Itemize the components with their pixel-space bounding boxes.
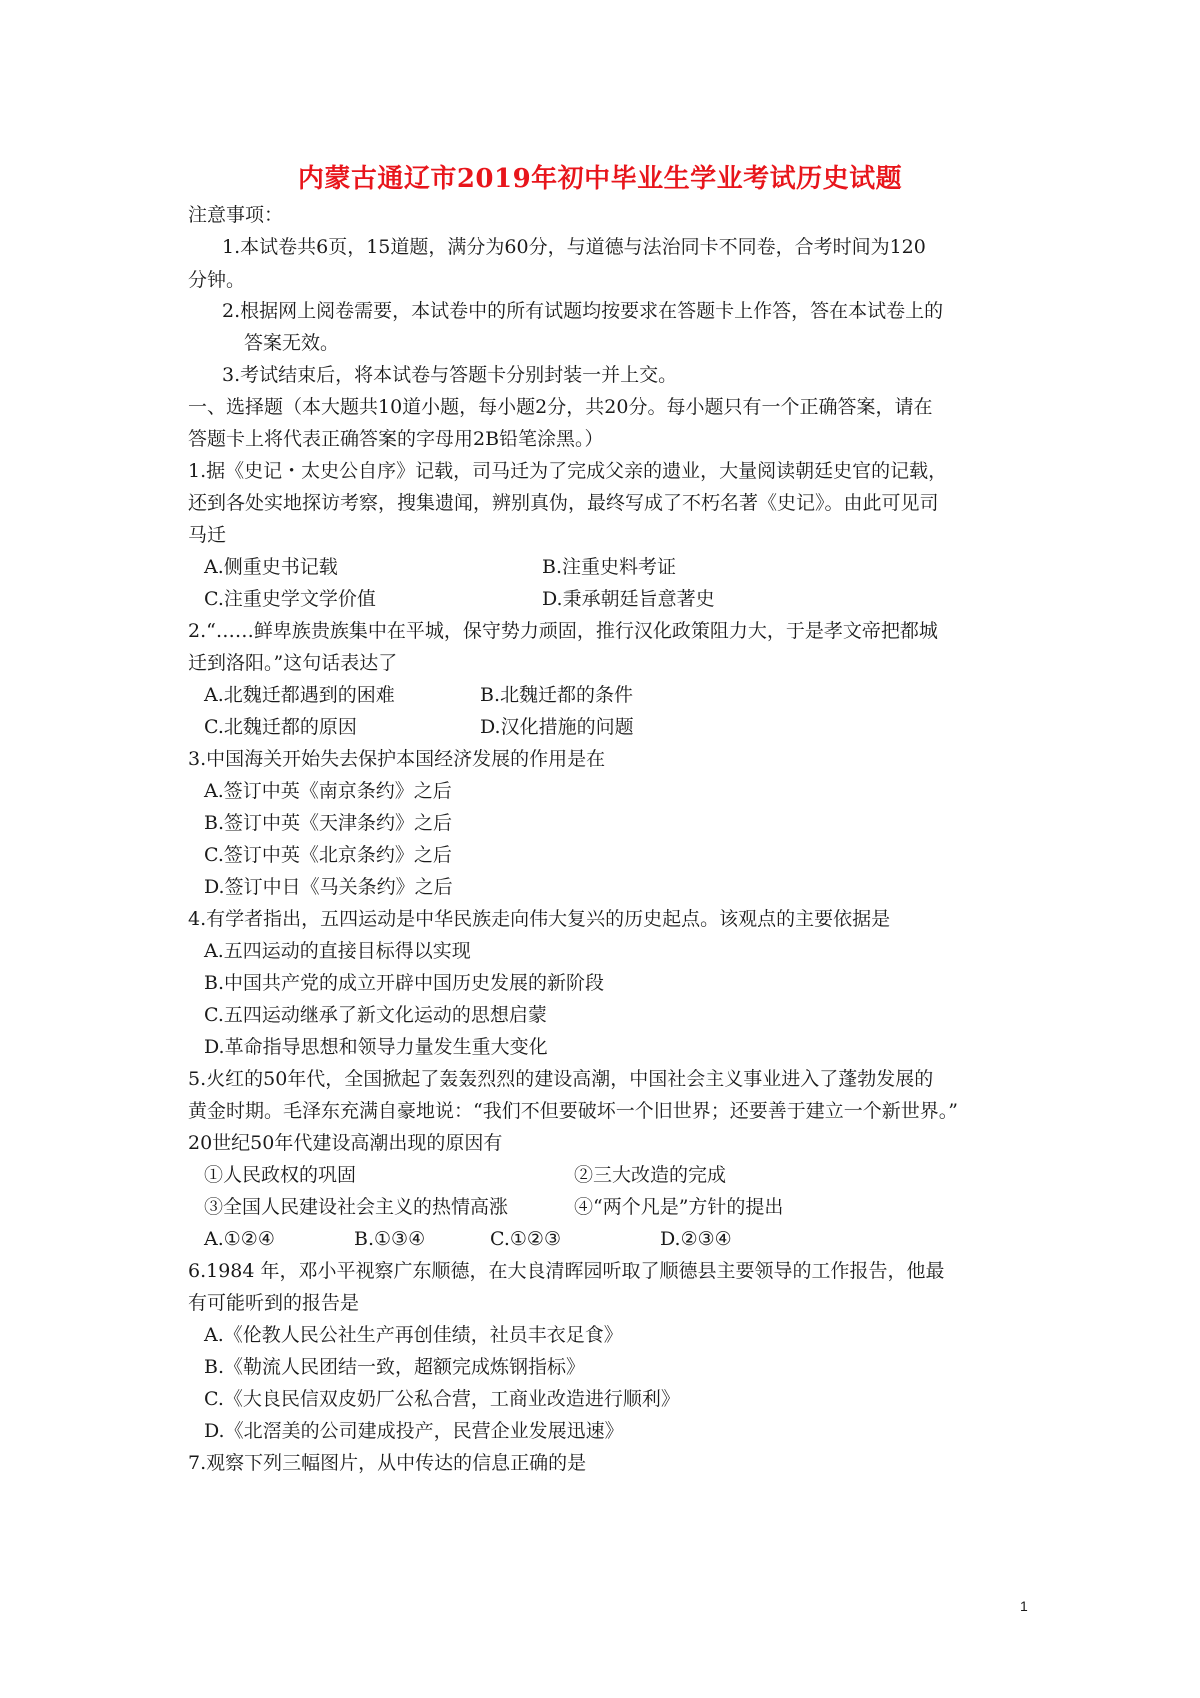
- note-1-line-2: 分钟。: [188, 269, 246, 291]
- q5-statement-1: ①人民政权的巩固: [204, 1164, 357, 1186]
- q1-option-c: C.注重史学文学价值: [204, 588, 376, 610]
- q4-option-a: A.五四运动的直接目标得以实现: [204, 940, 471, 962]
- q1-option-b: B.注重史料考证: [542, 556, 677, 578]
- q6-stem-line-1: 6.1984 年，邓小平视察广东顺德，在大良清晖园听取了顺德县主要领导的工作报告，他最: [188, 1260, 945, 1282]
- q2-option-c: C.北魏迁都的原因: [204, 716, 357, 738]
- q4-stem: 4.有学者指出，五四运动是中华民族走向伟大复兴的历史起点。该观点的主要依据是: [188, 908, 891, 930]
- section-heading-line-1: 一、选择题（本大题共10道小题，每小题2分，共20分。每小题只有一个正确答案，请在: [188, 396, 933, 418]
- q5-stem-line-3: 20世纪50年代建设高潮出现的原因有: [188, 1132, 503, 1154]
- note-2-line-2: 答案无效。: [244, 332, 340, 354]
- notes-heading: 注意事项：: [188, 204, 284, 226]
- q6-option-a: A.《伦教人民公社生产再创佳绩，社员丰衣足食》: [204, 1324, 623, 1346]
- q6-stem-line-2: 有可能听到的报告是: [188, 1292, 360, 1314]
- q1-option-d: D.秉承朝廷旨意著史: [542, 588, 715, 610]
- q5-option-a: A.①②④: [204, 1228, 275, 1250]
- page-title: 内蒙古通辽市2019年初中毕业生学业考试历史试题: [297, 164, 903, 194]
- q6-option-c: C.《大良民信双皮奶厂公私合营，工商业改造进行顺利》: [204, 1388, 680, 1410]
- q3-stem: 3.中国海关开始失去保护本国经济发展的作用是在: [188, 748, 606, 770]
- q2-option-d: D.汉化措施的问题: [480, 716, 634, 738]
- note-2-line-1: 2.根据网上阅卷需要，本试卷中的所有试题均按要求在答题卡上作答，答在本试卷上的: [222, 300, 944, 322]
- q1-stem-line-1: 1.据《史记・太史公自序》记载，司马迁为了完成父亲的遗业，大量阅读朝廷史官的记载，: [188, 460, 948, 482]
- q1-stem-line-2: 还到各处实地探访考察，搜集遗闻，辨别真伪，最终写成了不朽名著《史记》。由此可见司: [188, 492, 939, 514]
- q2-stem-line-2: 迁到洛阳。”这句话表达了: [188, 652, 398, 674]
- page-number: 1: [1020, 1598, 1028, 1614]
- q3-option-a: A.签订中英《南京条约》之后: [204, 780, 452, 802]
- q6-option-b: B.《勒流人民团结一致，超额完成炼钢指标》: [204, 1356, 586, 1378]
- q7-stem: 7.观察下列三幅图片，从中传达的信息正确的是: [188, 1452, 587, 1474]
- q5-statement-3: ③全国人民建设社会主义的热情高涨: [204, 1196, 509, 1218]
- section-heading-line-2: 答题卡上将代表正确答案的字母用2B铅笔涂黑。）: [188, 428, 604, 450]
- q1-stem-line-3: 马迁: [188, 524, 227, 546]
- q5-option-c: C.①②③: [490, 1228, 561, 1250]
- q3-option-b: B.签订中英《天津条约》之后: [204, 812, 453, 834]
- q5-stem-line-2: 黄金时期。毛泽东充满自豪地说：“我们不但要破坏一个旧世界；还要善于建立一个新世界。”: [188, 1100, 958, 1122]
- q4-option-c: C.五四运动继承了新文化运动的思想启蒙: [204, 1004, 547, 1026]
- q5-option-d: D.②③④: [660, 1228, 732, 1250]
- note-1-line-1: 1.本试卷共6页，15道题，满分为60分，与道德与法治同卡不同卷，合考时间为120: [222, 236, 926, 258]
- q3-option-c: C.签订中英《北京条约》之后: [204, 844, 452, 866]
- q6-option-d: D.《北滘美的公司建成投产，民营企业发展迅速》: [204, 1420, 624, 1442]
- q5-stem-line-1: 5.火红的50年代，全国掀起了轰轰烈烈的建设高潮，中国社会主义事业进入了蓬勃发展的: [188, 1068, 934, 1090]
- q4-option-b: B.中国共产党的成立开辟中国历史发展的新阶段: [204, 972, 605, 994]
- q2-stem-line-1: 2.“……鲜卑族贵族集中在平城，保守势力顽固，推行汉化政策阻力大，于是孝文帝把都城: [188, 620, 938, 642]
- q1-option-a: A.侧重史书记载: [204, 556, 338, 578]
- q4-option-d: D.革命指导思想和领导力量发生重大变化: [204, 1036, 548, 1058]
- q5-statement-4: ④“两个凡是”方针的提出: [574, 1196, 784, 1218]
- q2-option-b: B.北魏迁都的条件: [480, 684, 634, 706]
- q5-statement-2: ②三大改造的完成: [574, 1164, 727, 1186]
- q3-option-d: D.签订中日《马关条约》之后: [204, 876, 453, 898]
- q2-option-a: A.北魏迁都遇到的困难: [204, 684, 395, 706]
- note-3: 3.考试结束后，将本试卷与答题卡分别封装一并上交。: [222, 364, 678, 386]
- q5-option-b: B.①③④: [354, 1228, 426, 1250]
